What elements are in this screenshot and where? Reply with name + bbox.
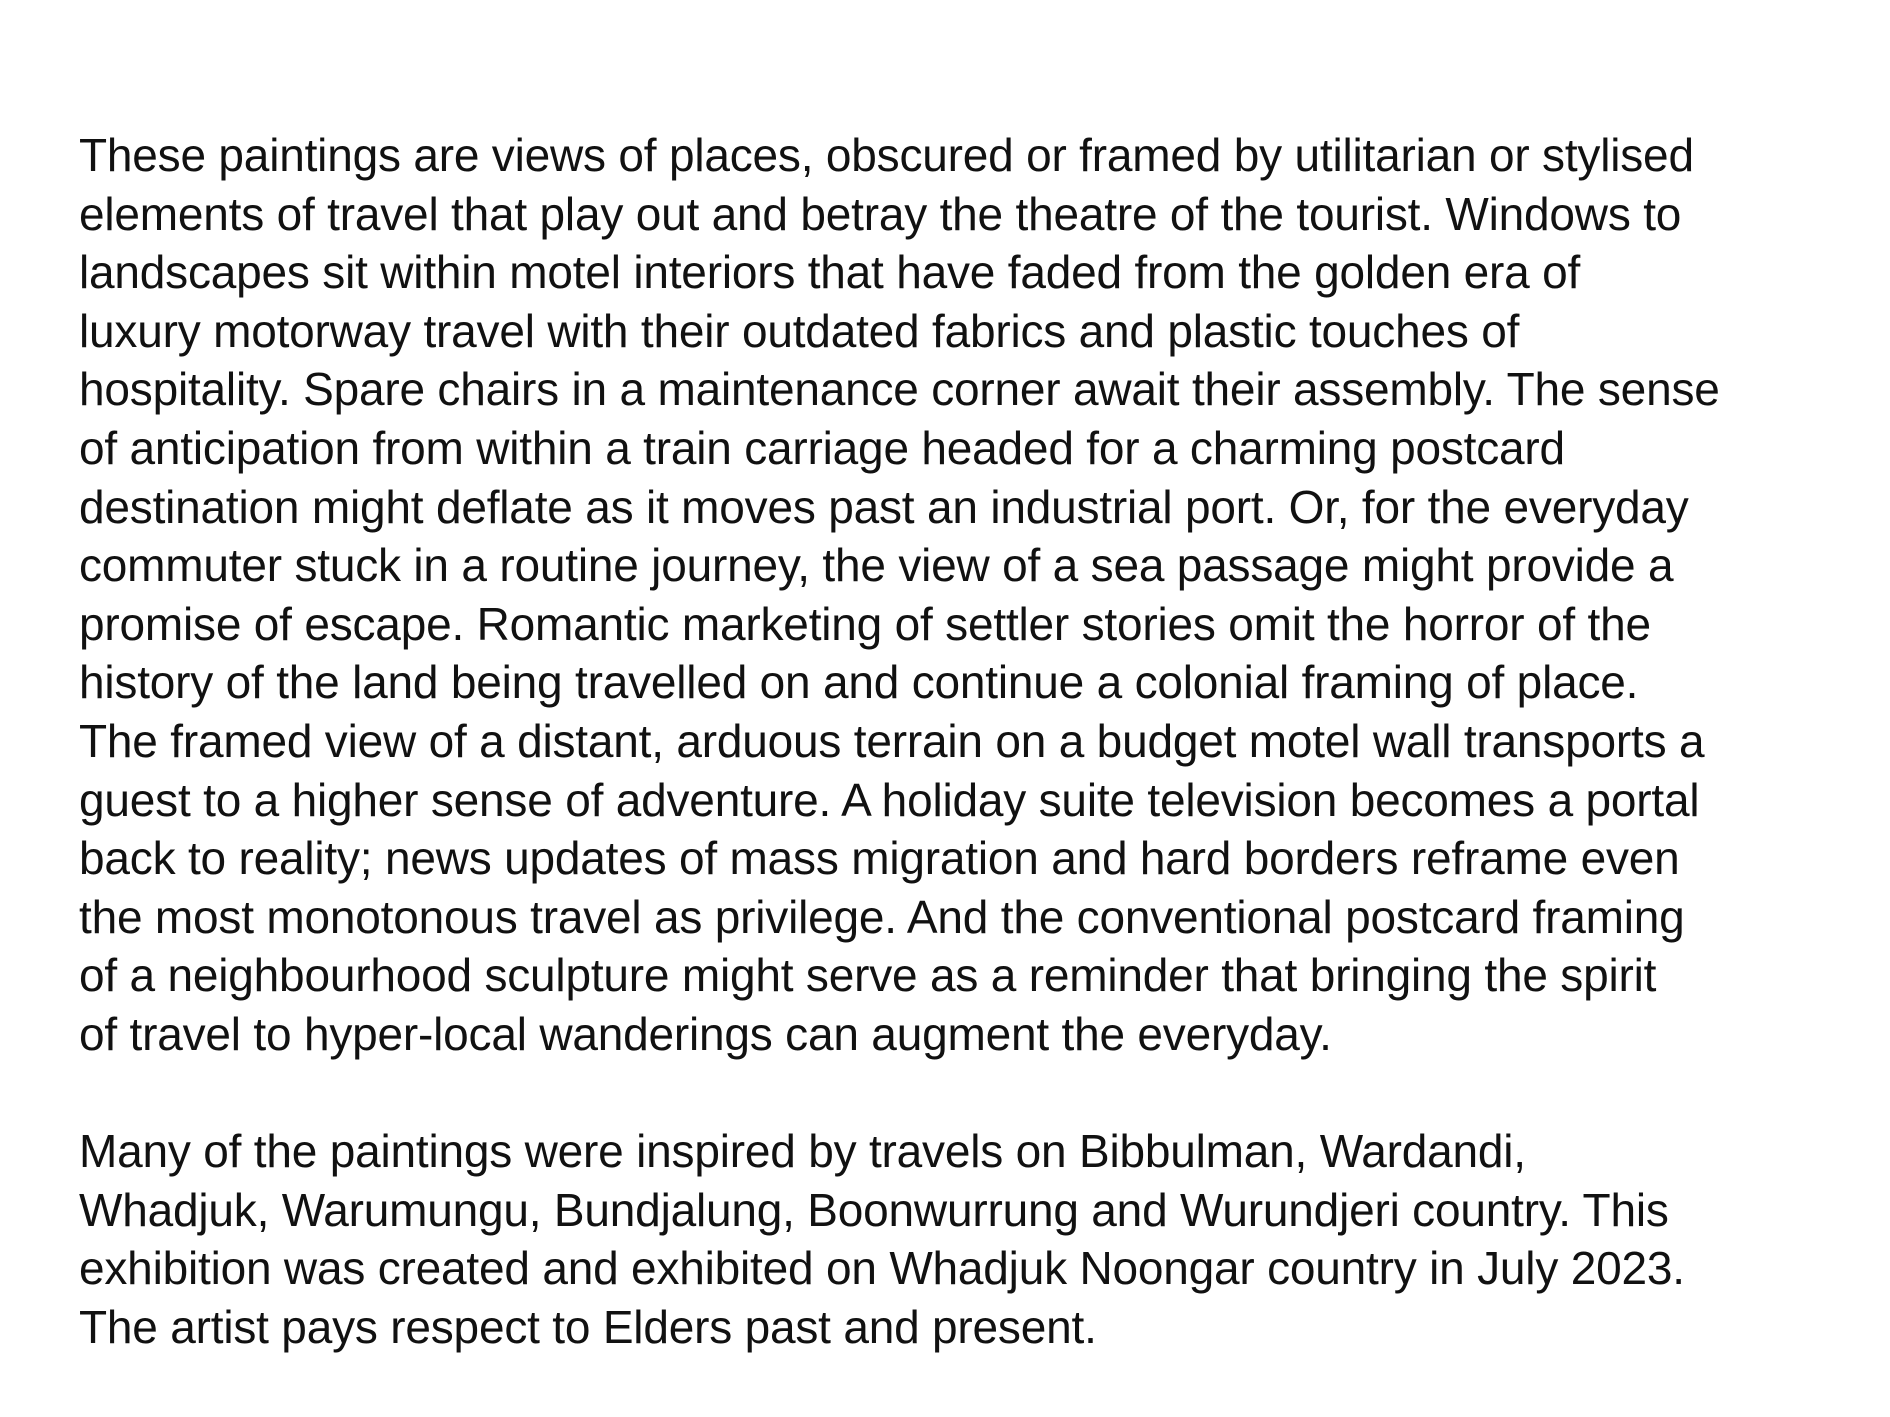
text-line: of a neighbourhood sculpture might serve as a reminder that bringing the spirit [79,949,1657,1002]
text-line: These paintings are views of places, obscured or framed by utilitarian or stylised [79,129,1694,181]
text-line: The framed view of a distant, arduous terrain on a budget motel wall transports a [79,714,1705,767]
text-line: landscapes sit within motel interiors that have faded from the golden era of [79,246,1581,299]
text-line: Many of the paintings were inspired by travels on Bibbulman, Wardandi, [79,1125,1526,1177]
text-line: luxury motorway travel with their outdated fabrics and plastic touches of [79,304,1520,357]
text-line: back to reality; news updates of mass migration and hard borders reframe even [79,832,1680,885]
text-line: elements of travel that play out and betray the theatre of the tourist. Windows to [79,187,1682,240]
text-line: hospitality. Spare chairs in a maintenance corner await their assembly. The sense [79,363,1720,416]
text-line: Whadjuk, Warumungu, Bundjalung, Boonwurrung and Wurundjeri country. This [79,1183,1669,1236]
text-line: guest to a higher sense of adventure. A holiday suite television becomes a portal [79,773,1700,826]
text-line: destination might deflate as it moves past an industrial port. Or, for the everyday [79,480,1689,533]
text-line: commuter stuck in a routine journey, the view of a sea passage might provide a [79,539,1674,592]
text-line: exhibition was created and exhibited on Whadjuk Noongar country in July 2023. [79,1242,1685,1295]
text-line: the most monotonous travel as privilege. And the conventional postcard framing [79,890,1685,943]
text-line: of anticipation from within a train carriage headed for a charming postcard [79,421,1565,474]
artist-statement-paragraph [79,126,1879,1064]
text-line: history of the land being travelled on and continue a colonial framing of place. [79,656,1639,709]
text-line: promise of escape. Romantic marketing of settler stories omit the horror of the [79,597,1651,650]
text-line: of travel to hyper-local wanderings can augment the everyday. [79,1007,1332,1060]
acknowledgement-paragraph [79,1122,1879,1356]
text-line: The artist pays respect to Elders past and present. [79,1300,1097,1353]
